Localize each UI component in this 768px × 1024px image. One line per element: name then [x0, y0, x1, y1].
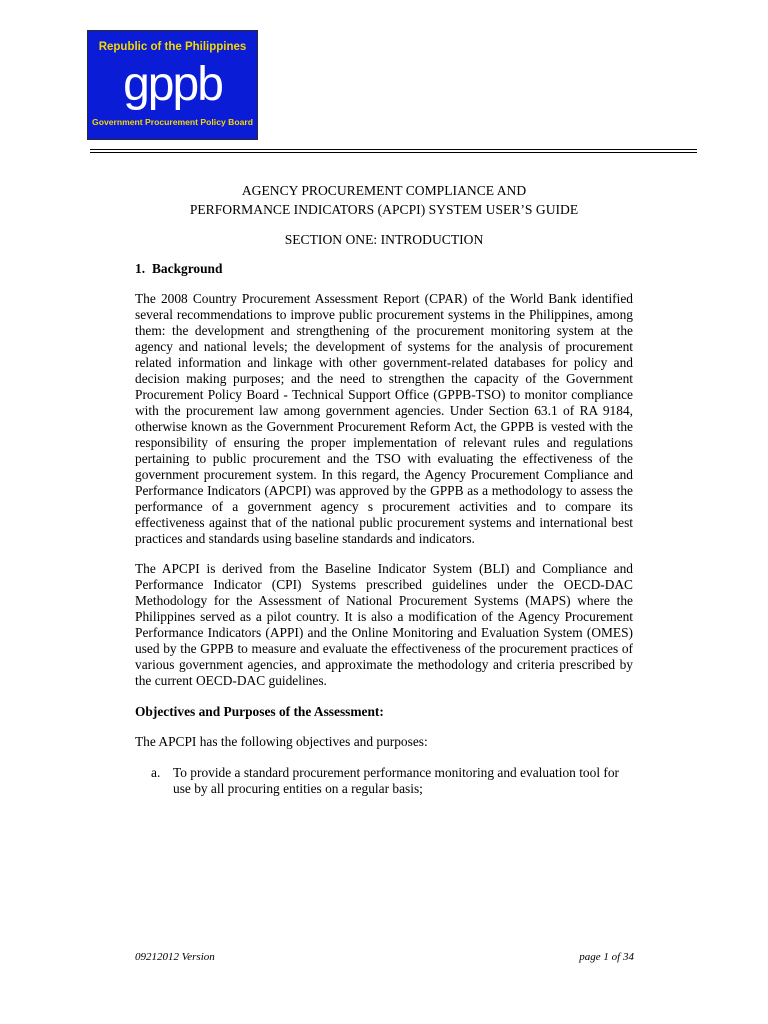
paragraph-1: The 2008 Country Procurement Assessment Report (CPAR) of the World Bank identified several recommendations to improve public procurement systems in the Philippines, among them: the development and strengthening of the procurement monitoring system at the agency and national levels; the development of systems for the analysis of procurement related information and linkage with other government-related databases for policy and decision making purposes; and the need to strengthen the capacity of the Government Procurement Policy Board - Technical Support Office (GPPB-TSO) to monitor compliance with the procurement law among government agencies. Under Section 63.1 of RA 9184, otherwise known as the Government Procurement Reform Act, the GPPB is vested with the responsibility of ensuring the proper implementation of relevant rules and regulations pertaining to public procurement and the TSO with evaluating the effectiveness of the government procurement system. In this regard, the Agency Procurement Compliance and Performance Indicators (APCPI) was approved by the GPPB as a methodology to assess the performance of a government agency s procurement activities and to compare its effectiveness against that of the national public procurement systems and international best practices and standards using baseline standards and indicators. [135, 291, 633, 546]
list-item-text: To provide a standard procurement performance monitoring and evaluation tool for use by all procuring entities on a regular basis; [173, 765, 620, 796]
section-title: SECTION ONE: INTRODUCTION [284, 232, 484, 247]
paragraph-3: The APCPI has the following objectives and purposes: [135, 734, 428, 749]
document-title [135, 181, 633, 219]
background-heading [135, 261, 633, 277]
list-item-marker: a. [151, 765, 161, 780]
gppb-logo [87, 30, 258, 140]
paragraph-2: The APCPI is derived from the Baseline Indicator System (BLI) and Compliance and Performance Indicator (CPI) Systems prescribed guidelines under the OECD-DAC Methodology for the Assessment of National Procurement Systems (MAPS) where the Philippines served as a pilot country. It is also a modification of the Agency Procurement Performance Indicators (APPI) and the Online Monitoring and Evaluation System (OMES) used by the GPPB to measure and evaluate the effectiveness of the procurement practices of various government agencies, and approximate the methodology and criteria prescribed by the current OECD-DAC guidelines. [135, 561, 633, 688]
logo-bottom-text: Government Procurement Policy Board [92, 117, 253, 127]
logo-top-text: Republic of the Philippines [98, 41, 247, 53]
title-line-1: AGENCY PROCUREMENT COMPLIANCE AND [241, 183, 527, 198]
title-line-2: PERFORMANCE INDICATORS (APCPI) SYSTEM USER’S GUIDE [189, 202, 579, 217]
logo-mark: gppb [123, 58, 222, 111]
heading-text: Background [152, 261, 223, 276]
header-rule-bottom [90, 152, 697, 153]
heading-number: 1. [135, 261, 146, 276]
header-rule-top [90, 149, 697, 150]
objectives-heading: Objectives and Purposes of the Assessment: [135, 704, 384, 719]
list-item [135, 765, 633, 797]
document-body [135, 181, 633, 797]
footer-version: 09212012 Version [135, 951, 215, 963]
footer-page-number: page 1 of 34 [579, 951, 634, 963]
